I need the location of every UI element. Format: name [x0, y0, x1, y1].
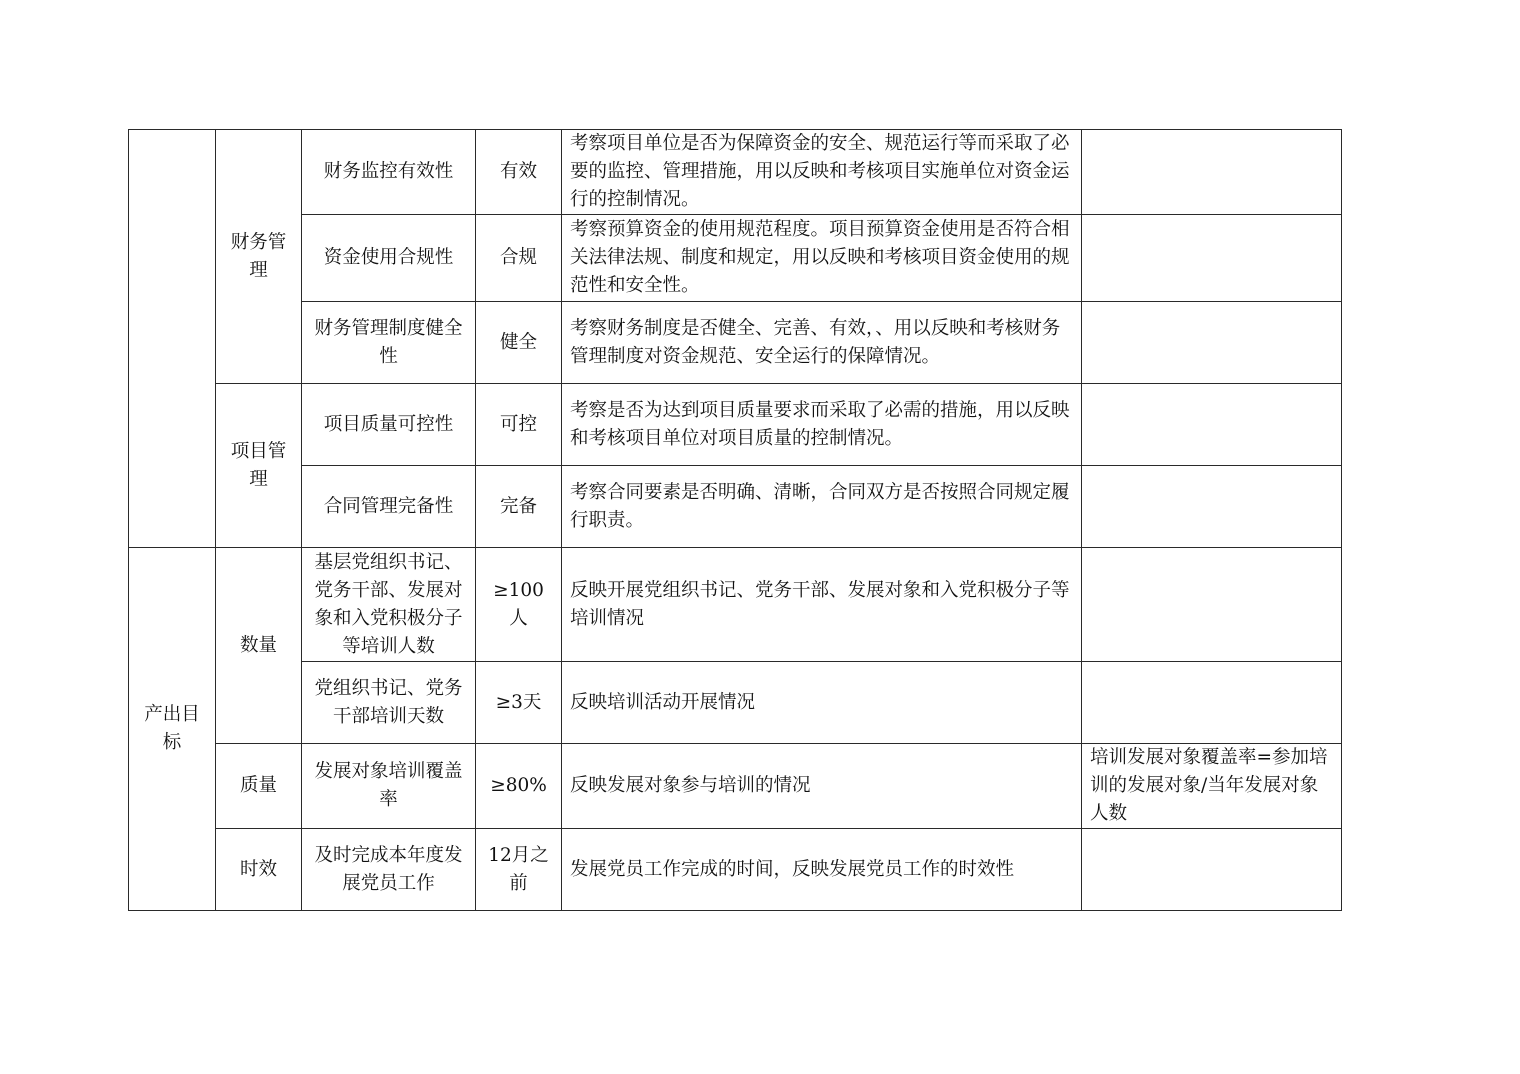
- target-cell: ≥100人: [476, 548, 562, 662]
- level2-cell-quality: 质量: [216, 744, 302, 829]
- table-row: [129, 829, 1342, 911]
- note-cell: [1082, 548, 1342, 662]
- indicator-table: [128, 129, 1342, 911]
- target-cell: 可控: [476, 384, 562, 466]
- table-row: [129, 662, 1342, 744]
- target-cell: 12月之前: [476, 829, 562, 911]
- indicator-cell: 资金使用合规性: [302, 215, 476, 302]
- target-cell: 合规: [476, 215, 562, 302]
- description-cell: 考察预算资金的使用规范程度。项目预算资金使用是否符合相关法律法规、制度和规定，用以反映和考核项目资金使用的规范性和安全性。: [562, 215, 1082, 302]
- description-cell: 反映培训活动开展情况: [562, 662, 1082, 744]
- table-row: [129, 215, 1342, 302]
- note-cell: [1082, 302, 1342, 384]
- target-cell: 有效: [476, 130, 562, 215]
- description-cell: 反映发展对象参与培训的情况: [562, 744, 1082, 829]
- description-cell: 考察财务制度是否健全、完善、有效，、用以反映和考核财务管理制度对资金规范、安全运行的保障情况。: [562, 302, 1082, 384]
- level1-cell: [129, 130, 216, 548]
- table-row: [129, 302, 1342, 384]
- indicator-cell: 财务管理制度健全性: [302, 302, 476, 384]
- level2-cell-project-management: 项目管理: [216, 384, 302, 548]
- description-cell: 考察合同要素是否明确、清晰，合同双方是否按照合同规定履行职责。: [562, 466, 1082, 548]
- note-cell: 培训发展对象覆盖率=参加培训的发展对象/当年发展对象人数: [1082, 744, 1342, 829]
- table-row: [129, 548, 1342, 662]
- indicator-cell: 财务监控有效性: [302, 130, 476, 215]
- target-cell: ≥80%: [476, 744, 562, 829]
- table-row: [129, 466, 1342, 548]
- target-cell: 完备: [476, 466, 562, 548]
- table-row: [129, 384, 1342, 466]
- table-row: [129, 744, 1342, 829]
- indicator-cell: 党组织书记、党务干部培训天数: [302, 662, 476, 744]
- note-cell: [1082, 215, 1342, 302]
- description-cell: 反映开展党组织书记、党务干部、发展对象和入党积极分子等培训情况: [562, 548, 1082, 662]
- indicator-cell: 项目质量可控性: [302, 384, 476, 466]
- note-cell: [1082, 829, 1342, 911]
- indicator-cell: 基层党组织书记、党务干部、发展对象和入党积极分子等培训人数: [302, 548, 476, 662]
- indicator-cell: 及时完成本年度发展党员工作: [302, 829, 476, 911]
- description-cell: 发展党员工作完成的时间，反映发展党员工作的时效性: [562, 829, 1082, 911]
- description-cell: 考察项目单位是否为保障资金的安全、规范运行等而采取了必要的监控、管理措施，用以反映和考核项目实施单位对资金运行的控制情况。: [562, 130, 1082, 215]
- level1-cell-output-targets: 产出目标: [129, 548, 216, 911]
- table-row: [129, 130, 1342, 215]
- target-cell: ≥3天: [476, 662, 562, 744]
- level2-cell-financial-management: 财务管理: [216, 130, 302, 384]
- level2-cell-quantity: 数量: [216, 548, 302, 744]
- note-cell: [1082, 384, 1342, 466]
- level2-cell-timeliness: 时效: [216, 829, 302, 911]
- note-cell: [1082, 466, 1342, 548]
- indicator-cell: 合同管理完备性: [302, 466, 476, 548]
- description-cell: 考察是否为达到项目质量要求而采取了必需的措施，用以反映和考核项目单位对项目质量的控制情况。: [562, 384, 1082, 466]
- indicator-cell: 发展对象培训覆盖率: [302, 744, 476, 829]
- target-cell: 健全: [476, 302, 562, 384]
- note-cell: [1082, 662, 1342, 744]
- note-cell: [1082, 130, 1342, 215]
